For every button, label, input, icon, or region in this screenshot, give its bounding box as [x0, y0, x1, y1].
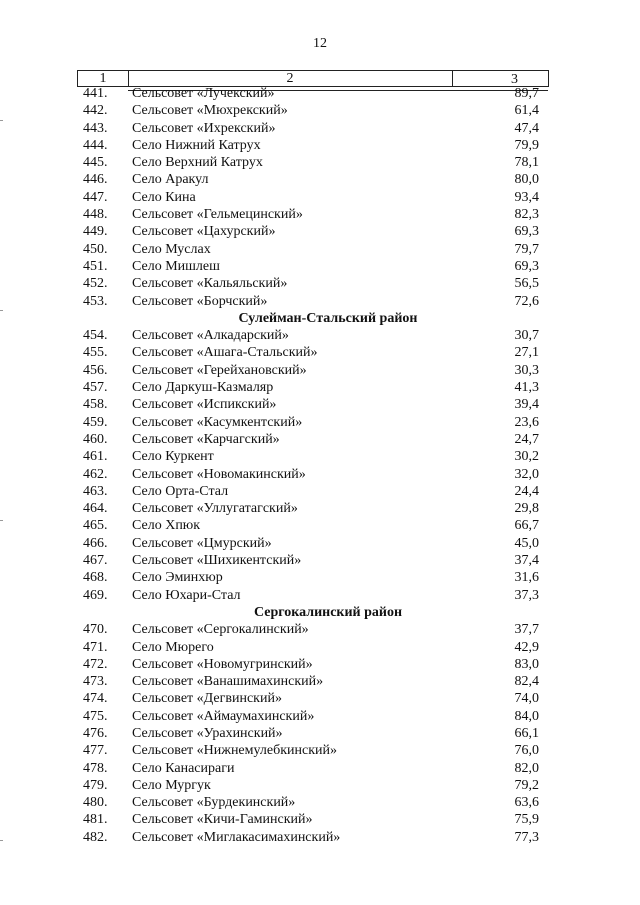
row-value: 66,7 [514, 518, 539, 534]
row-name: Сельсовет «Карчагский» [132, 431, 280, 447]
row-number: 447. [83, 189, 108, 205]
row-value: 84,0 [514, 708, 539, 724]
row-number: 474. [83, 691, 108, 707]
row-number: 473. [83, 674, 108, 690]
row-name: Село Эминхюр [132, 570, 223, 586]
row-name: Сельсовет «Уллугатагский» [132, 501, 298, 517]
table-row [0, 275, 640, 292]
row-number: 457. [83, 380, 108, 396]
row-name: Сельсовет «Алкадарский» [132, 328, 289, 344]
row-value: 23,6 [514, 414, 539, 430]
row-number: 477. [83, 743, 108, 759]
table-row [0, 656, 640, 673]
table-row [0, 154, 640, 171]
row-number: 481. [83, 812, 108, 828]
table-row [0, 794, 640, 811]
row-name: Сельсовет «Цмурский» [132, 535, 272, 551]
table-row [0, 742, 640, 759]
row-name: Сельсовет «Кичи-Гаминский» [132, 812, 313, 828]
row-number: 442. [83, 103, 108, 119]
table-row [0, 293, 640, 310]
table-row [0, 414, 640, 431]
table-row [0, 241, 640, 258]
row-value: 77,3 [514, 829, 539, 845]
table-row [0, 639, 640, 656]
row-number: 470. [83, 622, 108, 638]
table-row [0, 517, 640, 534]
row-name: Село Куркент [132, 449, 214, 465]
row-value: 30,7 [514, 328, 539, 344]
table-row [0, 483, 640, 500]
row-name: Село Аракул [132, 172, 209, 188]
row-number: 472. [83, 656, 108, 672]
row-number: 453. [83, 293, 108, 309]
row-name: Сельсовет «Новомугринский» [132, 656, 313, 672]
row-number: 462. [83, 466, 108, 482]
row-value: 89,7 [514, 86, 539, 101]
row-value: 72,6 [514, 293, 539, 309]
table-row [0, 673, 640, 690]
table-row [0, 85, 640, 102]
row-value: 24,7 [514, 431, 539, 447]
header-col-3: 3 [511, 72, 518, 87]
row-value: 83,0 [514, 656, 539, 672]
table-row [0, 811, 640, 828]
table-row [0, 223, 640, 240]
table-row [0, 708, 640, 725]
row-value: 80,0 [514, 172, 539, 188]
table-row [0, 327, 640, 344]
row-name: Село Канасираги [132, 760, 235, 776]
row-value: 78,1 [514, 155, 539, 171]
row-name: Сельсовет «Ванашимахинский» [132, 674, 324, 690]
row-number: 469. [83, 587, 108, 603]
row-name: Сельсовет «Урахинский» [132, 725, 283, 741]
row-value: 74,0 [514, 691, 539, 707]
row-value: 69,3 [514, 258, 539, 274]
row-name: Сельсовет «Кальяльский» [132, 276, 288, 292]
row-value: 82,0 [514, 760, 539, 776]
table-row [0, 569, 640, 586]
table-row [0, 171, 640, 188]
row-value: 30,2 [514, 449, 539, 465]
row-name: Село Муслах [132, 241, 211, 257]
table-row [0, 362, 640, 379]
row-name: Сельсовет «Миглакасимахинский» [132, 829, 341, 845]
district-heading: Сулейман-Стальский район [238, 310, 418, 326]
row-name: Сельсовет «Дегвинский» [132, 691, 282, 707]
row-number: 452. [83, 276, 108, 292]
table-row [0, 431, 640, 448]
row-value: 39,4 [514, 397, 539, 413]
row-value: 61,4 [514, 103, 539, 119]
table-row [0, 760, 640, 777]
row-name: Село Юхари-Стал [132, 587, 241, 603]
row-name: Село Даркуш-Казмаляр [132, 380, 274, 396]
row-value: 31,6 [514, 570, 539, 586]
table-row [0, 777, 640, 794]
table-row [0, 500, 640, 517]
row-value: 29,8 [514, 501, 539, 517]
row-number: 461. [83, 449, 108, 465]
header-col-1: 1 [78, 71, 129, 86]
row-number: 449. [83, 224, 108, 240]
row-number: 456. [83, 362, 108, 378]
row-number: 467. [83, 553, 108, 569]
row-number: 476. [83, 725, 108, 741]
row-name: Сельсовет «Лучекский» [132, 86, 275, 101]
table-row [0, 344, 640, 361]
table-row [0, 396, 640, 413]
row-value: 79,2 [514, 777, 539, 793]
row-value: 37,3 [514, 587, 539, 603]
row-value: 47,4 [514, 120, 539, 136]
row-number: 448. [83, 207, 108, 223]
table-row [0, 137, 640, 154]
row-number: 464. [83, 501, 108, 517]
row-number: 465. [83, 518, 108, 534]
row-number: 445. [83, 155, 108, 171]
row-number: 468. [83, 570, 108, 586]
row-number: 444. [83, 137, 108, 153]
table-row [0, 690, 640, 707]
row-name: Сельсовет «Шихикентский» [132, 553, 302, 569]
table-row [0, 535, 640, 552]
table-row [0, 258, 640, 275]
table-row [0, 120, 640, 137]
row-number: 466. [83, 535, 108, 551]
table-row [0, 448, 640, 465]
row-name: Село Верхний Катрух [132, 155, 263, 171]
row-name: Село Хпюк [132, 518, 201, 534]
row-number: 480. [83, 795, 108, 811]
row-name: Сельсовет «Цахурский» [132, 224, 276, 240]
row-name: Сельсовет «Сергокалинский» [132, 622, 309, 638]
row-number: 463. [83, 483, 108, 499]
table-row [0, 829, 640, 846]
row-number: 441. [83, 86, 108, 101]
table-row [0, 621, 640, 638]
row-value: 37,4 [514, 553, 539, 569]
table-row [0, 552, 640, 569]
table-row [0, 189, 640, 206]
row-name: Сельсовет «Ихрекский» [132, 120, 276, 136]
table-row [0, 102, 640, 119]
table-row [0, 206, 640, 223]
table-row [0, 725, 640, 742]
row-name: Сельсовет «Испикский» [132, 397, 277, 413]
row-number: 459. [83, 414, 108, 430]
row-value: 24,4 [514, 483, 539, 499]
row-number: 455. [83, 345, 108, 361]
row-number: 482. [83, 829, 108, 845]
table-row [0, 587, 640, 604]
row-number: 478. [83, 760, 108, 776]
row-value: 79,7 [514, 241, 539, 257]
row-name: Сельсовет «Ашага-Стальский» [132, 345, 318, 361]
row-value: 27,1 [514, 345, 539, 361]
row-value: 30,3 [514, 362, 539, 378]
row-name: Сельсовет «Гельмецинский» [132, 207, 303, 223]
table-row [0, 379, 640, 396]
row-value: 76,0 [514, 743, 539, 759]
row-name: Село Мишлеш [132, 258, 220, 274]
row-number: 443. [83, 120, 108, 136]
district-heading: Сергокалинский район [253, 604, 403, 620]
row-value: 56,5 [514, 276, 539, 292]
row-value: 66,1 [514, 725, 539, 741]
row-name: Сельсовет «Борчский» [132, 293, 268, 309]
row-value: 82,4 [514, 674, 539, 690]
row-value: 79,9 [514, 137, 539, 153]
row-value: 41,3 [514, 380, 539, 396]
row-name: Село Орта-Стал [132, 483, 229, 499]
row-value: 82,3 [514, 207, 539, 223]
row-name: Село Нижний Катрух [132, 137, 261, 153]
header-col-2: 2 [128, 71, 453, 86]
row-value: 42,9 [514, 639, 539, 655]
row-value: 63,6 [514, 795, 539, 811]
row-number: 454. [83, 328, 108, 344]
row-number: 460. [83, 431, 108, 447]
row-name: Село Мюрего [132, 639, 214, 655]
row-name: Сельсовет «Мюхрекский» [132, 103, 288, 119]
row-number: 471. [83, 639, 108, 655]
row-name: Сельсовет «Касумкентский» [132, 414, 303, 430]
row-number: 446. [83, 172, 108, 188]
row-number: 450. [83, 241, 108, 257]
row-number: 479. [83, 777, 108, 793]
row-value: 37,7 [514, 622, 539, 638]
row-name: Сельсовет «Герейхановский» [132, 362, 307, 378]
row-value: 75,9 [514, 812, 539, 828]
row-value: 32,0 [514, 466, 539, 482]
row-value: 69,3 [514, 224, 539, 240]
row-number: 458. [83, 397, 108, 413]
row-value: 45,0 [514, 535, 539, 551]
row-number: 475. [83, 708, 108, 724]
table-row [0, 466, 640, 483]
row-name: Село Кина [132, 189, 196, 205]
row-name: Село Мургук [132, 777, 211, 793]
row-value: 93,4 [514, 189, 539, 205]
row-name: Сельсовет «Аймаумахинский» [132, 708, 315, 724]
table-body [0, 85, 640, 846]
row-name: Сельсовет «Бурдекинский» [132, 795, 296, 811]
row-name: Сельсовет «Нижнемулебкинский» [132, 743, 338, 759]
page-number: 12 [313, 36, 327, 51]
row-number: 451. [83, 258, 108, 274]
row-name: Сельсовет «Новомакинский» [132, 466, 306, 482]
